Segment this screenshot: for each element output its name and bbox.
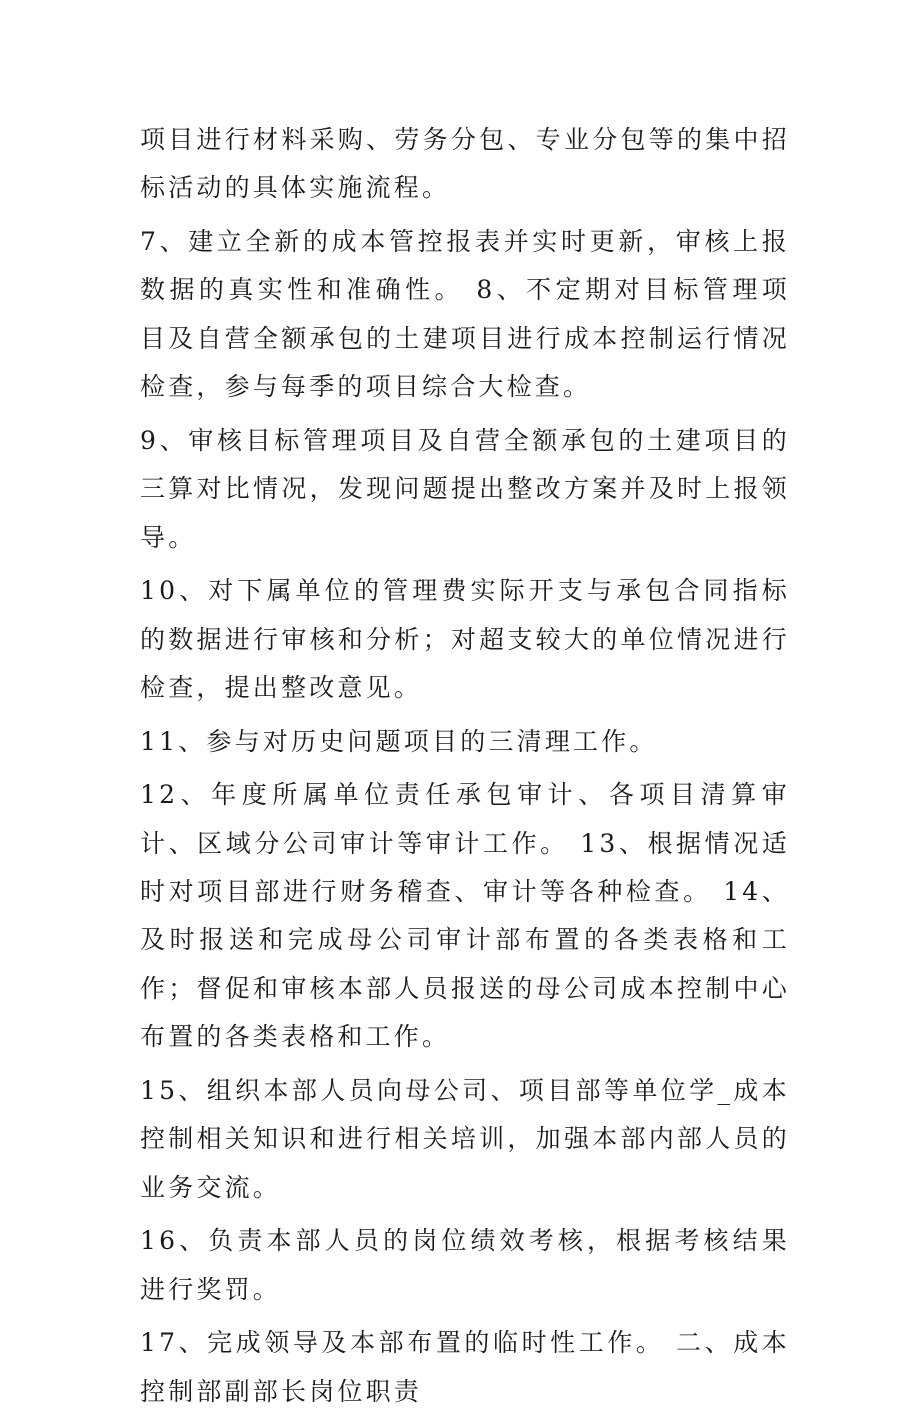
paragraph-5: 11、参与对历史问题项目的三清理工作。 xyxy=(140,726,658,756)
paragraph-9: 17、完成领导及本部布置的临时性工作。 二、成本控制部副部长岗位职责 xyxy=(140,1328,790,1406)
paragraph-8: 16、负责本部人员的岗位绩效考核，根据考核结果进行奖罚。 xyxy=(140,1226,790,1304)
paragraph-1: 项目进行材料采购、劳务分包、专业分包等的集中招标活动的具体实施流程。 xyxy=(140,125,790,203)
paragraph-7: 15、组织本部人员向母公司、项目部等单位学_成本控制相关知识和进行相关培训，加强本部内部人员的业务交流。 xyxy=(140,1075,790,1202)
paragraph-3: 9、审核目标管理项目及自营全额承包的土建项目的三算对比情况，发现问题提出整改方案并及时上报领导。 xyxy=(140,425,790,552)
paragraph-4: 10、对下属单位的管理费实际开支与承包合同指标的数据进行审核和分析；对超支较大的单位情况进行检查，提出整改意见。 xyxy=(140,576,790,703)
paragraph-6: 12、年度所属单位责任承包审计、各项目清算审计、区域分公司审计等审计工作。 13、根据情况适时对项目部进行财务稽查、审计等各种检查。 14、及时报送和完成母公司审计部布置的各类表格和工作；督促和审核本部人员报送的母公司成本控制中心布置的各类表格和工作。 xyxy=(140,780,790,1052)
document-body xyxy=(140,116,790,1421)
paragraph-2: 7、建立全新的成本管控报表并实时更新，审核上报数据的真实性和准确性。 8、不定期对目标管理项目及自营全额承包的土建项目进行成本控制运行情况检查，参与每季的项目综合大检查。 xyxy=(140,227,790,402)
